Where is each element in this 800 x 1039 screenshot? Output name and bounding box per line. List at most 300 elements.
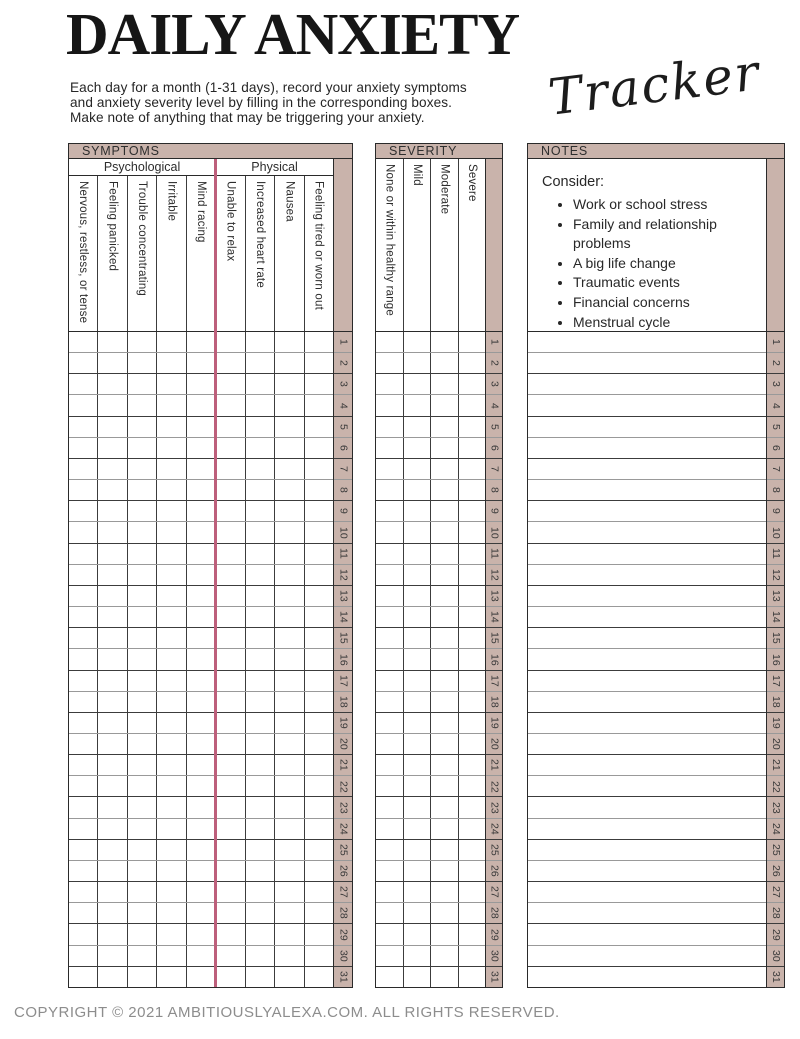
symptom-checkbox-cell[interactable] bbox=[187, 882, 216, 902]
symptom-checkbox-cell[interactable] bbox=[187, 692, 216, 712]
severity-checkbox-cell[interactable] bbox=[376, 882, 404, 902]
symptom-checkbox-cell[interactable] bbox=[246, 861, 275, 881]
symptom-checkbox-cell[interactable] bbox=[275, 924, 304, 944]
severity-checkbox-cell[interactable] bbox=[431, 882, 459, 902]
symptom-checkbox-cell[interactable] bbox=[246, 480, 275, 500]
severity-checkbox-cell[interactable] bbox=[431, 903, 459, 923]
symptom-checkbox-cell[interactable] bbox=[275, 395, 304, 415]
symptom-checkbox-cell[interactable] bbox=[216, 776, 245, 796]
severity-checkbox-cell[interactable] bbox=[404, 903, 432, 923]
symptom-checkbox-cell[interactable] bbox=[69, 861, 98, 881]
severity-checkbox-cell[interactable] bbox=[459, 395, 486, 415]
symptom-checkbox-cell[interactable] bbox=[157, 797, 186, 817]
notes-line-cell[interactable] bbox=[528, 967, 766, 987]
symptom-checkbox-cell[interactable] bbox=[246, 692, 275, 712]
symptom-checkbox-cell[interactable] bbox=[305, 755, 333, 775]
symptom-checkbox-cell[interactable] bbox=[246, 797, 275, 817]
symptom-checkbox-cell[interactable] bbox=[187, 586, 216, 606]
severity-checkbox-cell[interactable] bbox=[459, 946, 486, 966]
symptom-checkbox-cell[interactable] bbox=[216, 649, 245, 669]
severity-checkbox-cell[interactable] bbox=[431, 628, 459, 648]
symptom-checkbox-cell[interactable] bbox=[305, 480, 333, 500]
symptom-checkbox-cell[interactable] bbox=[275, 967, 304, 987]
symptom-checkbox-cell[interactable] bbox=[305, 903, 333, 923]
symptom-checkbox-cell[interactable] bbox=[128, 671, 157, 691]
symptom-checkbox-cell[interactable] bbox=[69, 417, 98, 437]
symptom-checkbox-cell[interactable] bbox=[157, 565, 186, 585]
symptom-checkbox-cell[interactable] bbox=[157, 734, 186, 754]
severity-checkbox-cell[interactable] bbox=[431, 840, 459, 860]
severity-checkbox-cell[interactable] bbox=[404, 819, 432, 839]
severity-checkbox-cell[interactable] bbox=[431, 649, 459, 669]
symptom-checkbox-cell[interactable] bbox=[128, 903, 157, 923]
symptom-checkbox-cell[interactable] bbox=[216, 755, 245, 775]
severity-checkbox-cell[interactable] bbox=[376, 924, 404, 944]
severity-checkbox-cell[interactable] bbox=[376, 776, 404, 796]
symptom-checkbox-cell[interactable] bbox=[246, 776, 275, 796]
symptom-checkbox-cell[interactable] bbox=[128, 395, 157, 415]
symptom-checkbox-cell[interactable] bbox=[157, 353, 186, 373]
notes-line-cell[interactable] bbox=[528, 819, 766, 839]
severity-checkbox-cell[interactable] bbox=[459, 353, 486, 373]
symptom-checkbox-cell[interactable] bbox=[157, 946, 186, 966]
severity-checkbox-cell[interactable] bbox=[431, 374, 459, 394]
symptom-checkbox-cell[interactable] bbox=[128, 776, 157, 796]
symptom-checkbox-cell[interactable] bbox=[187, 861, 216, 881]
symptom-checkbox-cell[interactable] bbox=[305, 692, 333, 712]
symptom-checkbox-cell[interactable] bbox=[305, 459, 333, 479]
severity-checkbox-cell[interactable] bbox=[459, 628, 486, 648]
symptom-checkbox-cell[interactable] bbox=[69, 946, 98, 966]
severity-checkbox-cell[interactable] bbox=[404, 459, 432, 479]
symptom-checkbox-cell[interactable] bbox=[305, 544, 333, 564]
severity-checkbox-cell[interactable] bbox=[431, 501, 459, 521]
severity-checkbox-cell[interactable] bbox=[459, 544, 486, 564]
symptom-checkbox-cell[interactable] bbox=[98, 438, 127, 458]
symptom-checkbox-cell[interactable] bbox=[128, 755, 157, 775]
severity-checkbox-cell[interactable] bbox=[376, 671, 404, 691]
severity-checkbox-cell[interactable] bbox=[376, 501, 404, 521]
symptom-checkbox-cell[interactable] bbox=[128, 565, 157, 585]
symptom-checkbox-cell[interactable] bbox=[128, 840, 157, 860]
symptom-checkbox-cell[interactable] bbox=[246, 649, 275, 669]
notes-line-cell[interactable] bbox=[528, 480, 766, 500]
severity-checkbox-cell[interactable] bbox=[431, 755, 459, 775]
symptom-checkbox-cell[interactable] bbox=[216, 501, 245, 521]
symptom-checkbox-cell[interactable] bbox=[216, 671, 245, 691]
severity-checkbox-cell[interactable] bbox=[376, 628, 404, 648]
symptom-checkbox-cell[interactable] bbox=[275, 776, 304, 796]
severity-checkbox-cell[interactable] bbox=[459, 840, 486, 860]
symptom-checkbox-cell[interactable] bbox=[246, 628, 275, 648]
symptom-checkbox-cell[interactable] bbox=[98, 607, 127, 627]
symptom-checkbox-cell[interactable] bbox=[128, 797, 157, 817]
symptom-checkbox-cell[interactable] bbox=[216, 459, 245, 479]
severity-checkbox-cell[interactable] bbox=[404, 713, 432, 733]
severity-checkbox-cell[interactable] bbox=[404, 649, 432, 669]
severity-checkbox-cell[interactable] bbox=[431, 480, 459, 500]
symptom-checkbox-cell[interactable] bbox=[157, 480, 186, 500]
symptom-checkbox-cell[interactable] bbox=[98, 861, 127, 881]
symptom-checkbox-cell[interactable] bbox=[187, 628, 216, 648]
symptom-checkbox-cell[interactable] bbox=[128, 692, 157, 712]
symptom-checkbox-cell[interactable] bbox=[216, 692, 245, 712]
symptom-checkbox-cell[interactable] bbox=[275, 459, 304, 479]
severity-checkbox-cell[interactable] bbox=[459, 565, 486, 585]
symptom-checkbox-cell[interactable] bbox=[305, 924, 333, 944]
severity-checkbox-cell[interactable] bbox=[404, 438, 432, 458]
severity-checkbox-cell[interactable] bbox=[376, 607, 404, 627]
symptom-checkbox-cell[interactable] bbox=[157, 819, 186, 839]
notes-line-cell[interactable] bbox=[528, 395, 766, 415]
symptom-checkbox-cell[interactable] bbox=[246, 374, 275, 394]
severity-checkbox-cell[interactable] bbox=[459, 649, 486, 669]
symptom-checkbox-cell[interactable] bbox=[216, 353, 245, 373]
symptom-checkbox-cell[interactable] bbox=[246, 924, 275, 944]
symptom-checkbox-cell[interactable] bbox=[128, 586, 157, 606]
severity-checkbox-cell[interactable] bbox=[376, 649, 404, 669]
symptom-checkbox-cell[interactable] bbox=[69, 819, 98, 839]
symptom-checkbox-cell[interactable] bbox=[128, 459, 157, 479]
symptom-checkbox-cell[interactable] bbox=[275, 840, 304, 860]
symptom-checkbox-cell[interactable] bbox=[275, 374, 304, 394]
severity-checkbox-cell[interactable] bbox=[404, 353, 432, 373]
symptom-checkbox-cell[interactable] bbox=[305, 628, 333, 648]
symptom-checkbox-cell[interactable] bbox=[157, 713, 186, 733]
symptom-checkbox-cell[interactable] bbox=[98, 924, 127, 944]
severity-checkbox-cell[interactable] bbox=[459, 480, 486, 500]
symptom-checkbox-cell[interactable] bbox=[246, 819, 275, 839]
notes-line-cell[interactable] bbox=[528, 353, 766, 373]
severity-checkbox-cell[interactable] bbox=[376, 544, 404, 564]
symptom-checkbox-cell[interactable] bbox=[69, 544, 98, 564]
severity-checkbox-cell[interactable] bbox=[459, 713, 486, 733]
symptom-checkbox-cell[interactable] bbox=[216, 438, 245, 458]
symptom-checkbox-cell[interactable] bbox=[246, 607, 275, 627]
symptom-checkbox-cell[interactable] bbox=[69, 628, 98, 648]
severity-checkbox-cell[interactable] bbox=[459, 607, 486, 627]
symptom-checkbox-cell[interactable] bbox=[128, 734, 157, 754]
symptom-checkbox-cell[interactable] bbox=[275, 946, 304, 966]
symptom-checkbox-cell[interactable] bbox=[305, 374, 333, 394]
severity-checkbox-cell[interactable] bbox=[376, 819, 404, 839]
symptom-checkbox-cell[interactable] bbox=[305, 395, 333, 415]
symptom-checkbox-cell[interactable] bbox=[275, 755, 304, 775]
severity-checkbox-cell[interactable] bbox=[376, 903, 404, 923]
symptom-checkbox-cell[interactable] bbox=[128, 544, 157, 564]
symptom-checkbox-cell[interactable] bbox=[69, 903, 98, 923]
severity-checkbox-cell[interactable] bbox=[459, 734, 486, 754]
symptom-checkbox-cell[interactable] bbox=[69, 840, 98, 860]
notes-line-cell[interactable] bbox=[528, 946, 766, 966]
symptom-checkbox-cell[interactable] bbox=[275, 438, 304, 458]
symptom-checkbox-cell[interactable] bbox=[305, 671, 333, 691]
symptom-checkbox-cell[interactable] bbox=[187, 924, 216, 944]
severity-checkbox-cell[interactable] bbox=[376, 353, 404, 373]
symptom-checkbox-cell[interactable] bbox=[69, 734, 98, 754]
symptom-checkbox-cell[interactable] bbox=[69, 438, 98, 458]
symptom-checkbox-cell[interactable] bbox=[128, 374, 157, 394]
symptom-checkbox-cell[interactable] bbox=[187, 671, 216, 691]
symptom-checkbox-cell[interactable] bbox=[216, 734, 245, 754]
severity-checkbox-cell[interactable] bbox=[431, 734, 459, 754]
symptom-checkbox-cell[interactable] bbox=[69, 332, 98, 352]
severity-checkbox-cell[interactable] bbox=[404, 967, 432, 987]
symptom-checkbox-cell[interactable] bbox=[98, 480, 127, 500]
symptom-checkbox-cell[interactable] bbox=[187, 649, 216, 669]
symptom-checkbox-cell[interactable] bbox=[216, 903, 245, 923]
symptom-checkbox-cell[interactable] bbox=[246, 353, 275, 373]
symptom-checkbox-cell[interactable] bbox=[98, 459, 127, 479]
symptom-checkbox-cell[interactable] bbox=[187, 501, 216, 521]
severity-checkbox-cell[interactable] bbox=[459, 332, 486, 352]
severity-checkbox-cell[interactable] bbox=[404, 586, 432, 606]
severity-checkbox-cell[interactable] bbox=[431, 417, 459, 437]
notes-line-cell[interactable] bbox=[528, 374, 766, 394]
severity-checkbox-cell[interactable] bbox=[376, 480, 404, 500]
symptom-checkbox-cell[interactable] bbox=[98, 797, 127, 817]
severity-checkbox-cell[interactable] bbox=[404, 607, 432, 627]
symptom-checkbox-cell[interactable] bbox=[246, 395, 275, 415]
severity-checkbox-cell[interactable] bbox=[431, 459, 459, 479]
severity-checkbox-cell[interactable] bbox=[431, 671, 459, 691]
symptom-checkbox-cell[interactable] bbox=[275, 649, 304, 669]
symptom-checkbox-cell[interactable] bbox=[187, 522, 216, 542]
severity-checkbox-cell[interactable] bbox=[404, 755, 432, 775]
symptom-checkbox-cell[interactable] bbox=[157, 861, 186, 881]
symptom-checkbox-cell[interactable] bbox=[187, 395, 216, 415]
symptom-checkbox-cell[interactable] bbox=[246, 522, 275, 542]
symptom-checkbox-cell[interactable] bbox=[98, 565, 127, 585]
symptom-checkbox-cell[interactable] bbox=[98, 374, 127, 394]
symptom-checkbox-cell[interactable] bbox=[275, 332, 304, 352]
notes-line-cell[interactable] bbox=[528, 607, 766, 627]
symptom-checkbox-cell[interactable] bbox=[275, 628, 304, 648]
symptom-checkbox-cell[interactable] bbox=[275, 480, 304, 500]
symptom-checkbox-cell[interactable] bbox=[246, 438, 275, 458]
symptom-checkbox-cell[interactable] bbox=[128, 438, 157, 458]
symptom-checkbox-cell[interactable] bbox=[216, 522, 245, 542]
symptom-checkbox-cell[interactable] bbox=[305, 522, 333, 542]
symptom-checkbox-cell[interactable] bbox=[246, 967, 275, 987]
severity-checkbox-cell[interactable] bbox=[404, 734, 432, 754]
symptom-checkbox-cell[interactable] bbox=[157, 501, 186, 521]
symptom-checkbox-cell[interactable] bbox=[305, 649, 333, 669]
symptom-checkbox-cell[interactable] bbox=[187, 713, 216, 733]
symptom-checkbox-cell[interactable] bbox=[305, 713, 333, 733]
severity-checkbox-cell[interactable] bbox=[404, 480, 432, 500]
symptom-checkbox-cell[interactable] bbox=[187, 480, 216, 500]
symptom-checkbox-cell[interactable] bbox=[69, 649, 98, 669]
symptom-checkbox-cell[interactable] bbox=[128, 522, 157, 542]
symptom-checkbox-cell[interactable] bbox=[128, 649, 157, 669]
severity-checkbox-cell[interactable] bbox=[431, 692, 459, 712]
symptom-checkbox-cell[interactable] bbox=[157, 671, 186, 691]
severity-checkbox-cell[interactable] bbox=[404, 522, 432, 542]
symptom-checkbox-cell[interactable] bbox=[128, 628, 157, 648]
symptom-checkbox-cell[interactable] bbox=[98, 544, 127, 564]
symptom-checkbox-cell[interactable] bbox=[128, 861, 157, 881]
severity-checkbox-cell[interactable] bbox=[431, 946, 459, 966]
symptom-checkbox-cell[interactable] bbox=[69, 776, 98, 796]
symptom-checkbox-cell[interactable] bbox=[69, 692, 98, 712]
symptom-checkbox-cell[interactable] bbox=[98, 628, 127, 648]
symptom-checkbox-cell[interactable] bbox=[275, 861, 304, 881]
symptom-checkbox-cell[interactable] bbox=[157, 903, 186, 923]
symptom-checkbox-cell[interactable] bbox=[275, 903, 304, 923]
symptom-checkbox-cell[interactable] bbox=[98, 417, 127, 437]
symptom-checkbox-cell[interactable] bbox=[187, 946, 216, 966]
severity-checkbox-cell[interactable] bbox=[404, 565, 432, 585]
severity-checkbox-cell[interactable] bbox=[404, 776, 432, 796]
notes-line-cell[interactable] bbox=[528, 797, 766, 817]
symptom-checkbox-cell[interactable] bbox=[305, 332, 333, 352]
symptom-checkbox-cell[interactable] bbox=[157, 882, 186, 902]
symptom-checkbox-cell[interactable] bbox=[128, 882, 157, 902]
symptom-checkbox-cell[interactable] bbox=[187, 459, 216, 479]
notes-line-cell[interactable] bbox=[528, 459, 766, 479]
notes-line-cell[interactable] bbox=[528, 776, 766, 796]
symptom-checkbox-cell[interactable] bbox=[246, 501, 275, 521]
symptom-checkbox-cell[interactable] bbox=[187, 967, 216, 987]
notes-line-cell[interactable] bbox=[528, 692, 766, 712]
notes-line-cell[interactable] bbox=[528, 565, 766, 585]
severity-checkbox-cell[interactable] bbox=[431, 395, 459, 415]
symptom-checkbox-cell[interactable] bbox=[216, 797, 245, 817]
symptom-checkbox-cell[interactable] bbox=[69, 459, 98, 479]
symptom-checkbox-cell[interactable] bbox=[98, 586, 127, 606]
severity-checkbox-cell[interactable] bbox=[376, 374, 404, 394]
severity-checkbox-cell[interactable] bbox=[459, 522, 486, 542]
symptom-checkbox-cell[interactable] bbox=[305, 565, 333, 585]
symptom-checkbox-cell[interactable] bbox=[128, 607, 157, 627]
severity-checkbox-cell[interactable] bbox=[404, 374, 432, 394]
severity-checkbox-cell[interactable] bbox=[404, 395, 432, 415]
symptom-checkbox-cell[interactable] bbox=[157, 374, 186, 394]
severity-checkbox-cell[interactable] bbox=[404, 501, 432, 521]
severity-checkbox-cell[interactable] bbox=[459, 903, 486, 923]
symptom-checkbox-cell[interactable] bbox=[98, 946, 127, 966]
severity-checkbox-cell[interactable] bbox=[376, 459, 404, 479]
symptom-checkbox-cell[interactable] bbox=[69, 882, 98, 902]
severity-checkbox-cell[interactable] bbox=[431, 332, 459, 352]
symptom-checkbox-cell[interactable] bbox=[305, 797, 333, 817]
symptom-checkbox-cell[interactable] bbox=[98, 819, 127, 839]
symptom-checkbox-cell[interactable] bbox=[246, 417, 275, 437]
symptom-checkbox-cell[interactable] bbox=[98, 522, 127, 542]
severity-checkbox-cell[interactable] bbox=[459, 692, 486, 712]
symptom-checkbox-cell[interactable] bbox=[305, 586, 333, 606]
symptom-checkbox-cell[interactable] bbox=[216, 607, 245, 627]
notes-line-cell[interactable] bbox=[528, 501, 766, 521]
severity-checkbox-cell[interactable] bbox=[376, 438, 404, 458]
symptom-checkbox-cell[interactable] bbox=[157, 438, 186, 458]
symptom-checkbox-cell[interactable] bbox=[216, 861, 245, 881]
severity-checkbox-cell[interactable] bbox=[404, 417, 432, 437]
severity-checkbox-cell[interactable] bbox=[459, 417, 486, 437]
symptom-checkbox-cell[interactable] bbox=[275, 522, 304, 542]
symptom-checkbox-cell[interactable] bbox=[305, 438, 333, 458]
symptom-checkbox-cell[interactable] bbox=[275, 607, 304, 627]
severity-checkbox-cell[interactable] bbox=[376, 713, 404, 733]
symptom-checkbox-cell[interactable] bbox=[305, 819, 333, 839]
severity-checkbox-cell[interactable] bbox=[431, 522, 459, 542]
severity-checkbox-cell[interactable] bbox=[376, 586, 404, 606]
notes-line-cell[interactable] bbox=[528, 586, 766, 606]
symptom-checkbox-cell[interactable] bbox=[98, 755, 127, 775]
symptom-checkbox-cell[interactable] bbox=[246, 713, 275, 733]
severity-checkbox-cell[interactable] bbox=[431, 861, 459, 881]
symptom-checkbox-cell[interactable] bbox=[69, 755, 98, 775]
symptom-checkbox-cell[interactable] bbox=[305, 861, 333, 881]
severity-checkbox-cell[interactable] bbox=[431, 586, 459, 606]
symptom-checkbox-cell[interactable] bbox=[246, 755, 275, 775]
symptom-checkbox-cell[interactable] bbox=[187, 353, 216, 373]
symptom-checkbox-cell[interactable] bbox=[275, 565, 304, 585]
severity-checkbox-cell[interactable] bbox=[431, 565, 459, 585]
symptom-checkbox-cell[interactable] bbox=[157, 924, 186, 944]
symptom-checkbox-cell[interactable] bbox=[187, 776, 216, 796]
symptom-checkbox-cell[interactable] bbox=[69, 967, 98, 987]
severity-checkbox-cell[interactable] bbox=[459, 861, 486, 881]
symptom-checkbox-cell[interactable] bbox=[128, 480, 157, 500]
symptom-checkbox-cell[interactable] bbox=[275, 586, 304, 606]
notes-line-cell[interactable] bbox=[528, 628, 766, 648]
notes-line-cell[interactable] bbox=[528, 522, 766, 542]
symptom-checkbox-cell[interactable] bbox=[305, 353, 333, 373]
notes-line-cell[interactable] bbox=[528, 924, 766, 944]
symptom-checkbox-cell[interactable] bbox=[187, 755, 216, 775]
symptom-checkbox-cell[interactable] bbox=[187, 840, 216, 860]
symptom-checkbox-cell[interactable] bbox=[128, 501, 157, 521]
symptom-checkbox-cell[interactable] bbox=[128, 967, 157, 987]
severity-checkbox-cell[interactable] bbox=[459, 501, 486, 521]
symptom-checkbox-cell[interactable] bbox=[98, 692, 127, 712]
severity-checkbox-cell[interactable] bbox=[431, 607, 459, 627]
severity-checkbox-cell[interactable] bbox=[404, 797, 432, 817]
symptom-checkbox-cell[interactable] bbox=[98, 840, 127, 860]
symptom-checkbox-cell[interactable] bbox=[246, 544, 275, 564]
symptom-checkbox-cell[interactable] bbox=[128, 819, 157, 839]
severity-checkbox-cell[interactable] bbox=[404, 671, 432, 691]
symptom-checkbox-cell[interactable] bbox=[128, 946, 157, 966]
severity-checkbox-cell[interactable] bbox=[431, 967, 459, 987]
symptom-checkbox-cell[interactable] bbox=[157, 459, 186, 479]
severity-checkbox-cell[interactable] bbox=[404, 924, 432, 944]
symptom-checkbox-cell[interactable] bbox=[157, 649, 186, 669]
symptom-checkbox-cell[interactable] bbox=[128, 332, 157, 352]
symptom-checkbox-cell[interactable] bbox=[216, 480, 245, 500]
symptom-checkbox-cell[interactable] bbox=[157, 395, 186, 415]
severity-checkbox-cell[interactable] bbox=[376, 734, 404, 754]
symptom-checkbox-cell[interactable] bbox=[305, 946, 333, 966]
symptom-checkbox-cell[interactable] bbox=[305, 417, 333, 437]
notes-line-cell[interactable] bbox=[528, 438, 766, 458]
severity-checkbox-cell[interactable] bbox=[431, 544, 459, 564]
symptom-checkbox-cell[interactable] bbox=[128, 924, 157, 944]
notes-line-cell[interactable] bbox=[528, 734, 766, 754]
symptom-checkbox-cell[interactable] bbox=[275, 544, 304, 564]
symptom-checkbox-cell[interactable] bbox=[187, 903, 216, 923]
symptom-checkbox-cell[interactable] bbox=[69, 353, 98, 373]
symptom-checkbox-cell[interactable] bbox=[246, 459, 275, 479]
severity-checkbox-cell[interactable] bbox=[459, 967, 486, 987]
symptom-checkbox-cell[interactable] bbox=[275, 501, 304, 521]
symptom-checkbox-cell[interactable] bbox=[246, 946, 275, 966]
severity-checkbox-cell[interactable] bbox=[431, 776, 459, 796]
symptom-checkbox-cell[interactable] bbox=[216, 417, 245, 437]
severity-checkbox-cell[interactable] bbox=[376, 861, 404, 881]
